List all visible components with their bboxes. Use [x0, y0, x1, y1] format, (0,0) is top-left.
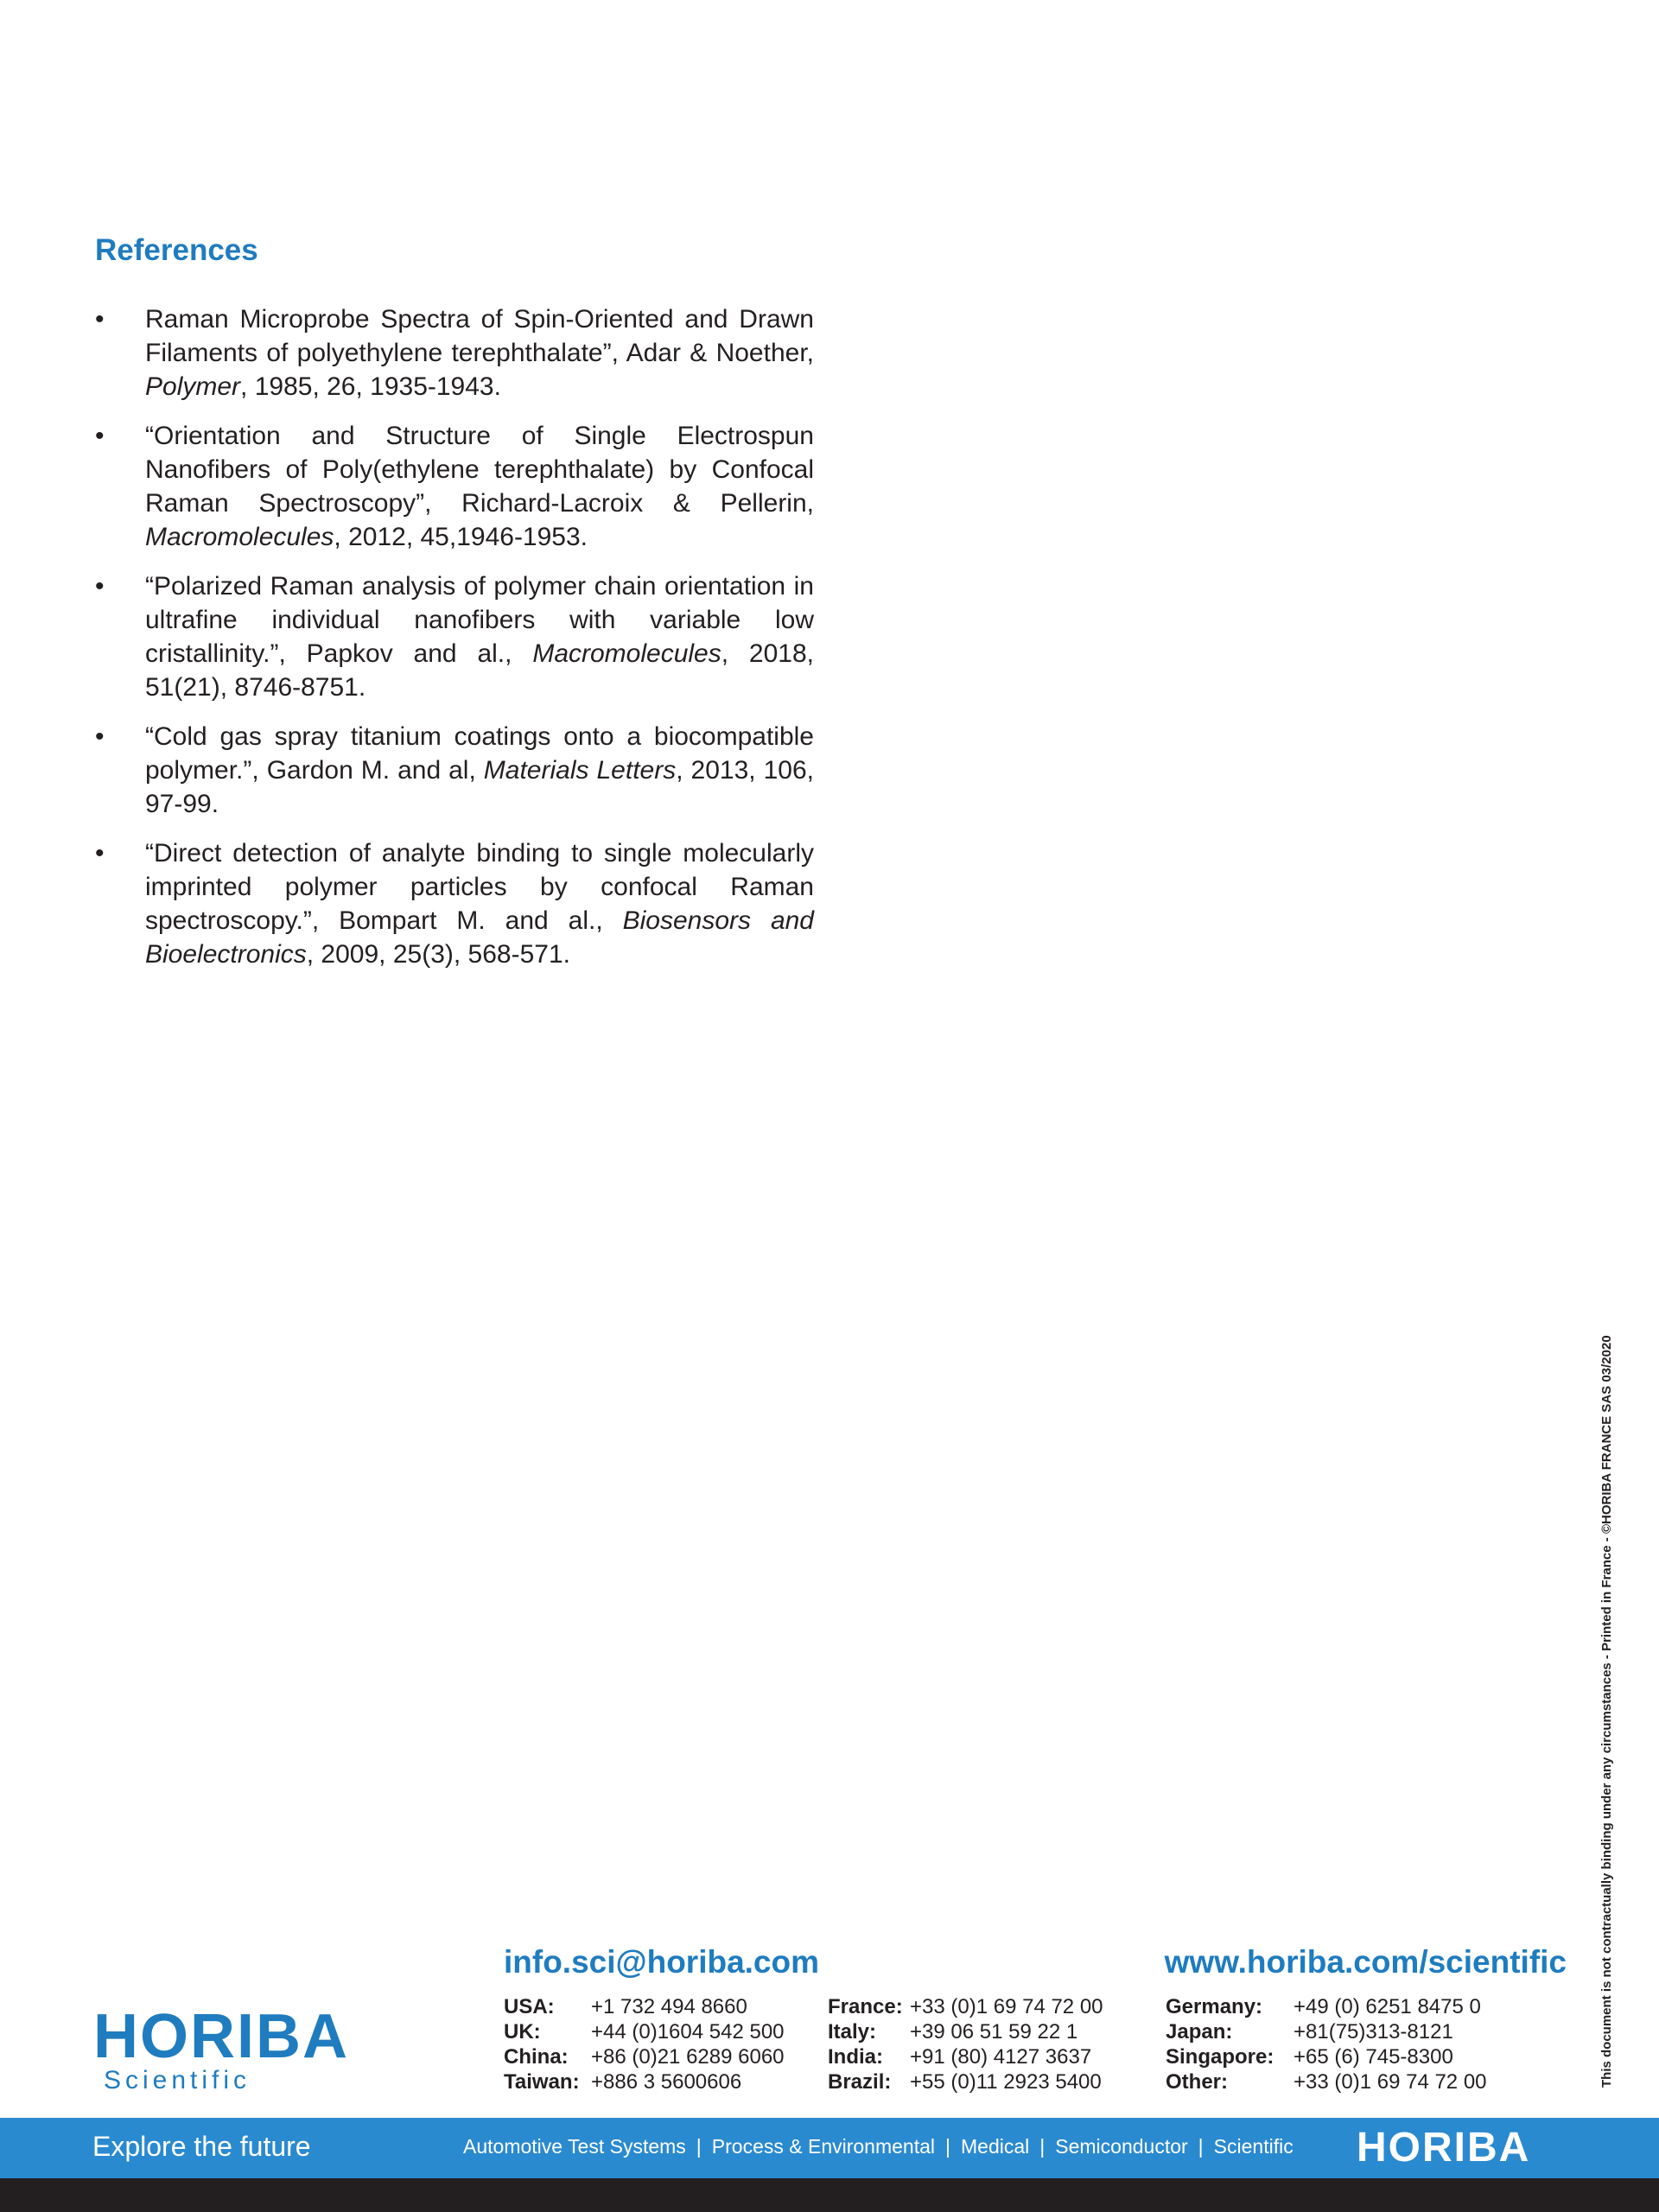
- reference-text: “Orientation and Structure of Single Electrospun Nanofibers of Poly(ethylene terephthalate) by Confocal Raman Spectroscopy”, Richard-Lacroix & Pellerin,: [145, 422, 814, 518]
- reference-journal: Macromolecules: [145, 523, 334, 551]
- contact-row: [828, 2069, 1103, 2094]
- contact-row: [504, 2069, 785, 2094]
- reference-item: [95, 836, 814, 971]
- reference-item: [95, 419, 814, 554]
- country-label: China:: [504, 2045, 569, 2069]
- bullet: •: [95, 305, 105, 334]
- country-label: India:: [828, 2045, 883, 2069]
- country-label: UK:: [504, 2020, 541, 2044]
- contact-row: [1166, 2069, 1487, 2094]
- contact-row: [1166, 2044, 1487, 2069]
- separator: |: [696, 2135, 702, 2158]
- phone-number: +91 (80) 4127 3637: [910, 2045, 1092, 2069]
- email-link[interactable]: info.sci@horiba.com: [504, 1944, 820, 1980]
- footer-horiba-logo: HORIBA: [1357, 2125, 1531, 2171]
- logo-brand: HORIBA: [93, 2002, 349, 2071]
- country-label: Singapore:: [1166, 2045, 1274, 2069]
- phone-number: +33 (0)1 69 74 72 00: [1294, 2070, 1487, 2094]
- country-label: Italy:: [828, 2020, 877, 2044]
- contact-row: [504, 1994, 785, 2019]
- bottom-band: [0, 2178, 1659, 2212]
- contact-column: [504, 1994, 785, 2094]
- bullet: •: [95, 572, 105, 601]
- reference-item: [95, 569, 814, 704]
- reference-item: [95, 302, 814, 404]
- phone-number: +1 732 494 8660: [591, 1995, 747, 2018]
- references-heading: References: [95, 233, 258, 267]
- phone-number: +55 (0)11 2923 5400: [910, 2070, 1102, 2094]
- separator: |: [1039, 2135, 1046, 2158]
- country-label: USA:: [504, 1995, 555, 2018]
- phone-number: +49 (0) 6251 8475 0: [1294, 1995, 1481, 2018]
- phone-number: +44 (0)1604 542 500: [591, 2020, 785, 2044]
- country-label: Taiwan:: [504, 2070, 580, 2094]
- contact-row: [1166, 2019, 1487, 2044]
- division-medical: Medical: [961, 2135, 1030, 2158]
- division-list: [463, 2135, 1294, 2158]
- phone-number: +86 (0)21 6289 6060: [591, 2045, 785, 2069]
- reference-journal: Macromolecules: [532, 639, 721, 668]
- separator: |: [1198, 2135, 1204, 2158]
- reference-text: “Polarized Raman analysis of polymer chain orientation in ultrafine individual nanofibers with variable low cristallinity.”, Papkov and al.,: [145, 572, 814, 668]
- reference-journal: Materials Letters: [483, 756, 677, 785]
- reference-journal: Biosensors and Bioelectronics: [145, 906, 814, 969]
- references-list: [95, 302, 814, 987]
- contact-row: [828, 1994, 1103, 2019]
- footer-slogan: Explore the future: [92, 2131, 311, 2162]
- phone-number: +33 (0)1 69 74 72 00: [910, 1995, 1103, 2018]
- contact-row: [828, 2044, 1103, 2069]
- contact-row: [1166, 1994, 1487, 2019]
- horiba-scientific-logo: [93, 2002, 349, 2094]
- footer-bar: [0, 2118, 1659, 2178]
- contact-row: [504, 2019, 785, 2044]
- reference-item: [95, 720, 814, 821]
- reference-journal: Polymer: [145, 372, 241, 401]
- bullet: •: [95, 839, 105, 868]
- bullet: •: [95, 422, 105, 450]
- separator: |: [945, 2135, 950, 2158]
- logo-subtitle: Scientific: [104, 2066, 251, 2094]
- reference-citation: , 2009, 25(3), 568-571.: [306, 940, 570, 969]
- division-process-environmental: Process & Environmental: [711, 2135, 936, 2158]
- contact-row: [828, 2019, 1103, 2044]
- contact-column: [828, 1994, 1103, 2094]
- phone-number: +886 3 5600606: [591, 2070, 742, 2094]
- contact-row: [504, 2044, 785, 2069]
- reference-text: Raman Microprobe Spectra of Spin-Oriented and Drawn Filaments of polyethylene terephthalate”, Adar & Noether,: [145, 305, 814, 367]
- disclaimer-text: This document is not contractually binding under any circumstances - Printed in France - ©HORIBA FRANCE SAS 03/2020: [1599, 1335, 1614, 2088]
- division-automotive: Automotive Test Systems: [463, 2135, 686, 2158]
- contact-column: [1166, 1994, 1487, 2094]
- division-scientific: Scientific: [1213, 2135, 1294, 2158]
- country-label: France:: [828, 1995, 903, 2018]
- country-label: Other:: [1166, 2070, 1228, 2094]
- reference-text: “Cold gas spray titanium coatings onto a biocompatible polymer.”, Gardon M. and al,: [145, 722, 814, 785]
- country-label: Brazil:: [828, 2070, 892, 2094]
- phone-number: +39 06 51 59 22 1: [910, 2020, 1078, 2044]
- country-label: Germany:: [1166, 1995, 1263, 2018]
- reference-text: “Direct detection of analyte binding to single molecularly imprinted polymer particles by confocal Raman spectroscopy.”, Bompart M. and al.,: [145, 839, 814, 935]
- division-semiconductor: Semiconductor: [1055, 2135, 1188, 2158]
- reference-citation: , 2018, 51(21), 8746-8751.: [145, 639, 815, 702]
- reference-citation: , 1985, 26, 1935-1943.: [240, 372, 501, 401]
- phone-number: +81(75)313-8121: [1294, 2020, 1453, 2044]
- reference-citation: , 2012, 45,1946-1953.: [334, 523, 588, 551]
- reference-citation: , 2013, 106, 97-99.: [145, 756, 814, 818]
- phone-number: +65 (6) 745-8300: [1294, 2045, 1453, 2069]
- contact-block: [504, 1944, 1567, 2100]
- website-link[interactable]: www.horiba.com/scientific: [1164, 1944, 1567, 1980]
- country-label: Japan:: [1166, 2020, 1233, 2044]
- bullet: •: [95, 722, 105, 751]
